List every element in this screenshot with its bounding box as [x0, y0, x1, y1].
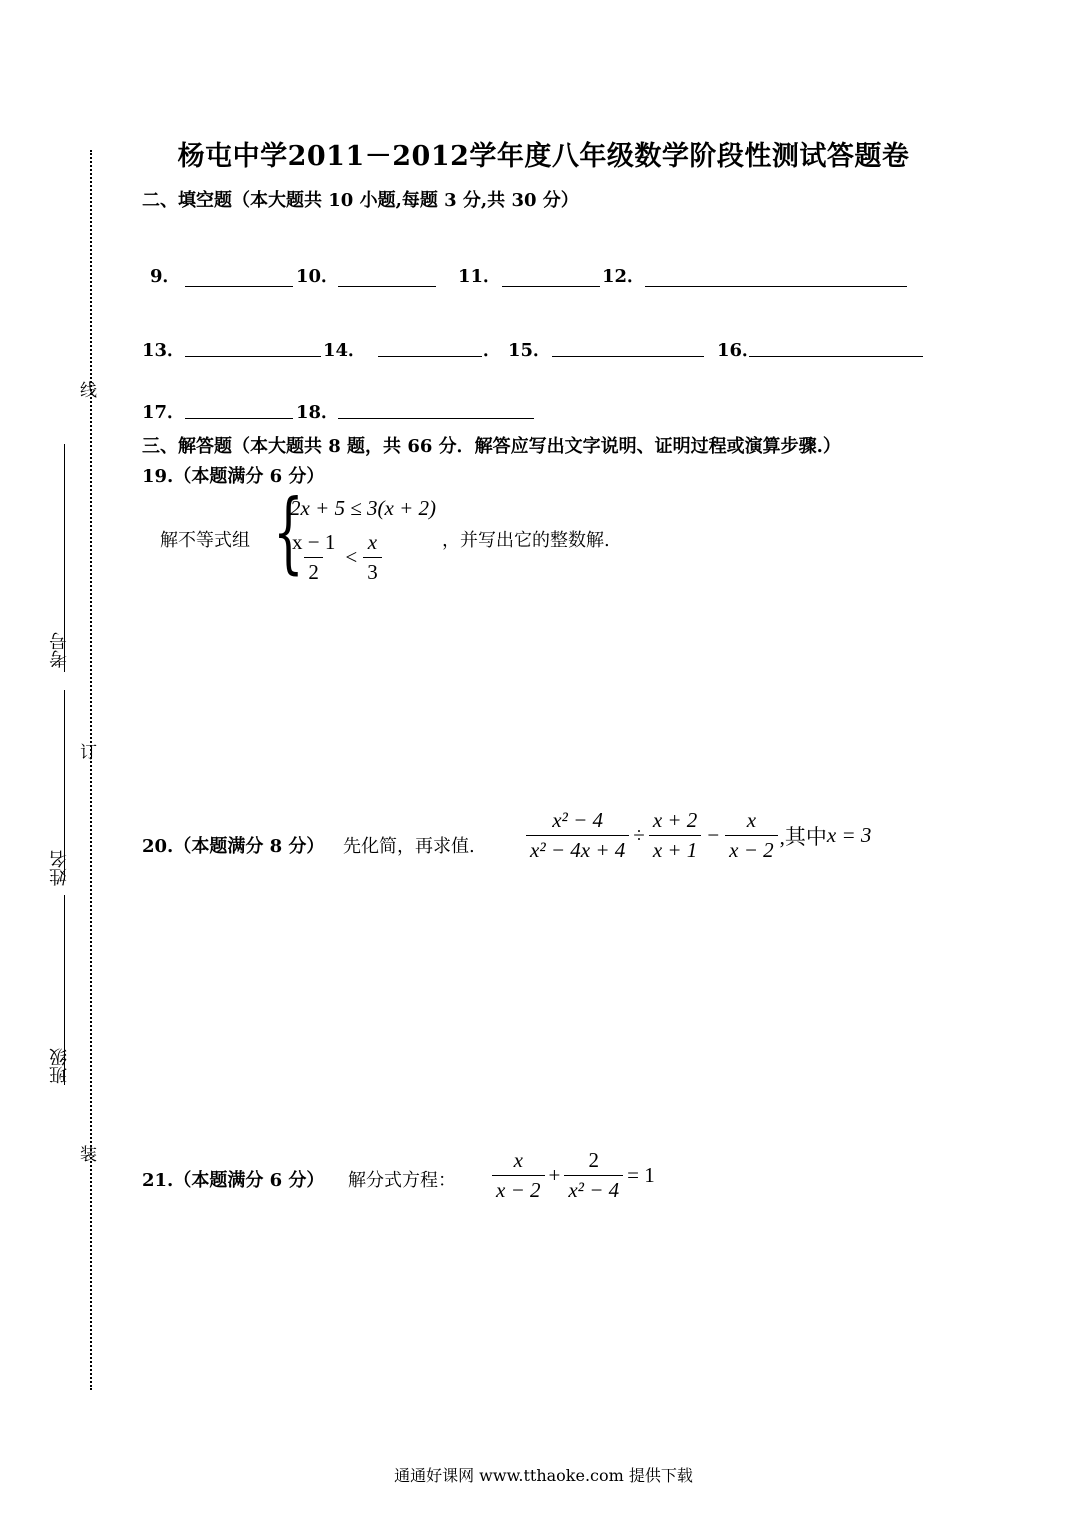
q20-label: 20.（本题满分 8 分）	[142, 836, 325, 857]
q18-label: 18．	[296, 402, 340, 423]
q19-inequality-2: $\frac{x - 1}{2}$ < $\frac{x}{3}$	[286, 530, 384, 585]
margin-line-label: 线	[80, 381, 97, 401]
q11-answer-blank[interactable]	[502, 286, 600, 287]
section3-heading: 三、解答题（本大题共 8 题，共 66 分．解答应写出文字说明、证明过程或演算步骤.）	[142, 436, 841, 457]
exam-no-field[interactable]	[64, 444, 65, 672]
q12-label: 12．	[602, 266, 646, 287]
q12-answer-blank[interactable]	[645, 286, 907, 287]
q19-fraction-right: $\frac{x}{3}$	[363, 530, 382, 585]
q21-label: 21.（本题满分 6 分）	[142, 1170, 325, 1191]
class-label: 班级	[49, 1048, 70, 1084]
q13-answer-blank[interactable]	[185, 356, 321, 357]
q20-fraction-3: $\frac{x}{x - 2}$	[725, 808, 778, 863]
q19-prefix: 解不等式组	[160, 530, 250, 551]
margin-zhuang-label: 装	[80, 1145, 97, 1165]
q20-fraction-2: $\frac{x + 2}{x + 1}$	[649, 808, 702, 863]
q21-text: 解分式方程：	[348, 1170, 456, 1191]
q19-brace: {	[273, 480, 304, 583]
q13-label: 13．	[142, 340, 186, 361]
q10-answer-blank[interactable]	[338, 286, 436, 287]
margin-ding-label: 订	[80, 743, 97, 763]
page-title: 杨屯中学2011－2012学年度八年级数学阶段性测试答题卷	[177, 141, 910, 172]
footer-credit: 通通好课网 www.tthaoke.com 提供下载	[394, 1466, 693, 1485]
q20-expression: $\frac{\text{x² − 4}}{\text{x² − 4x + 4}}$ ÷ $\frac{x + 2}{x + 1}$ − $\frac{x}{x - 2}$ ,其中 x = 3	[524, 808, 871, 863]
q17-answer-blank[interactable]	[185, 418, 293, 419]
q18-answer-blank[interactable]	[338, 418, 534, 419]
q16-answer-blank[interactable]	[749, 356, 923, 357]
q21-fraction-2: $\frac{2}{\text{x² − 4}}$	[564, 1148, 623, 1203]
section2-heading: 二、填空题（本大题共 10 小题,每题 3 分,共 30 分）	[142, 190, 579, 211]
name-field[interactable]	[64, 690, 65, 880]
q9-label: 9．	[150, 266, 181, 287]
q16-label: 16．	[717, 340, 761, 361]
q19-inequality-1: 2x + 5 ≤ 3(x + 2)	[290, 496, 436, 520]
q9-answer-blank[interactable]	[185, 286, 293, 287]
q20-fraction-1: $\frac{\text{x² − 4}}{\text{x² − 4x + 4}}$	[526, 808, 629, 863]
q19-suffix: ，并写出它的整数解.	[442, 530, 610, 551]
name-label: 姓名	[49, 850, 70, 886]
class-field[interactable]	[64, 895, 65, 1085]
q17-label: 17．	[142, 402, 186, 423]
q14-answer-blank[interactable]	[378, 356, 482, 357]
q10-label: 10．	[296, 266, 340, 287]
q14-period: ．	[483, 340, 501, 361]
q15-answer-blank[interactable]	[552, 356, 704, 357]
binding-dotted-line	[90, 150, 92, 1390]
q19-label: 19.（本题满分 6 分）	[142, 466, 325, 487]
q21-equation: $\frac{x}{x - 2}$ + $\frac{2}{\text{x² − 4}}$ = 1	[490, 1148, 655, 1203]
q11-label: 11．	[458, 266, 502, 287]
q15-label: 15．	[508, 340, 552, 361]
q14-label: 14．	[323, 340, 367, 361]
exam-no-label: 考号	[49, 632, 70, 668]
q20-text: 先化简，再求值.	[343, 836, 475, 857]
q21-fraction-1: $\frac{x}{x - 2}$	[492, 1148, 545, 1203]
q19-fraction-left: $\frac{x - 1}{2}$	[292, 530, 336, 584]
